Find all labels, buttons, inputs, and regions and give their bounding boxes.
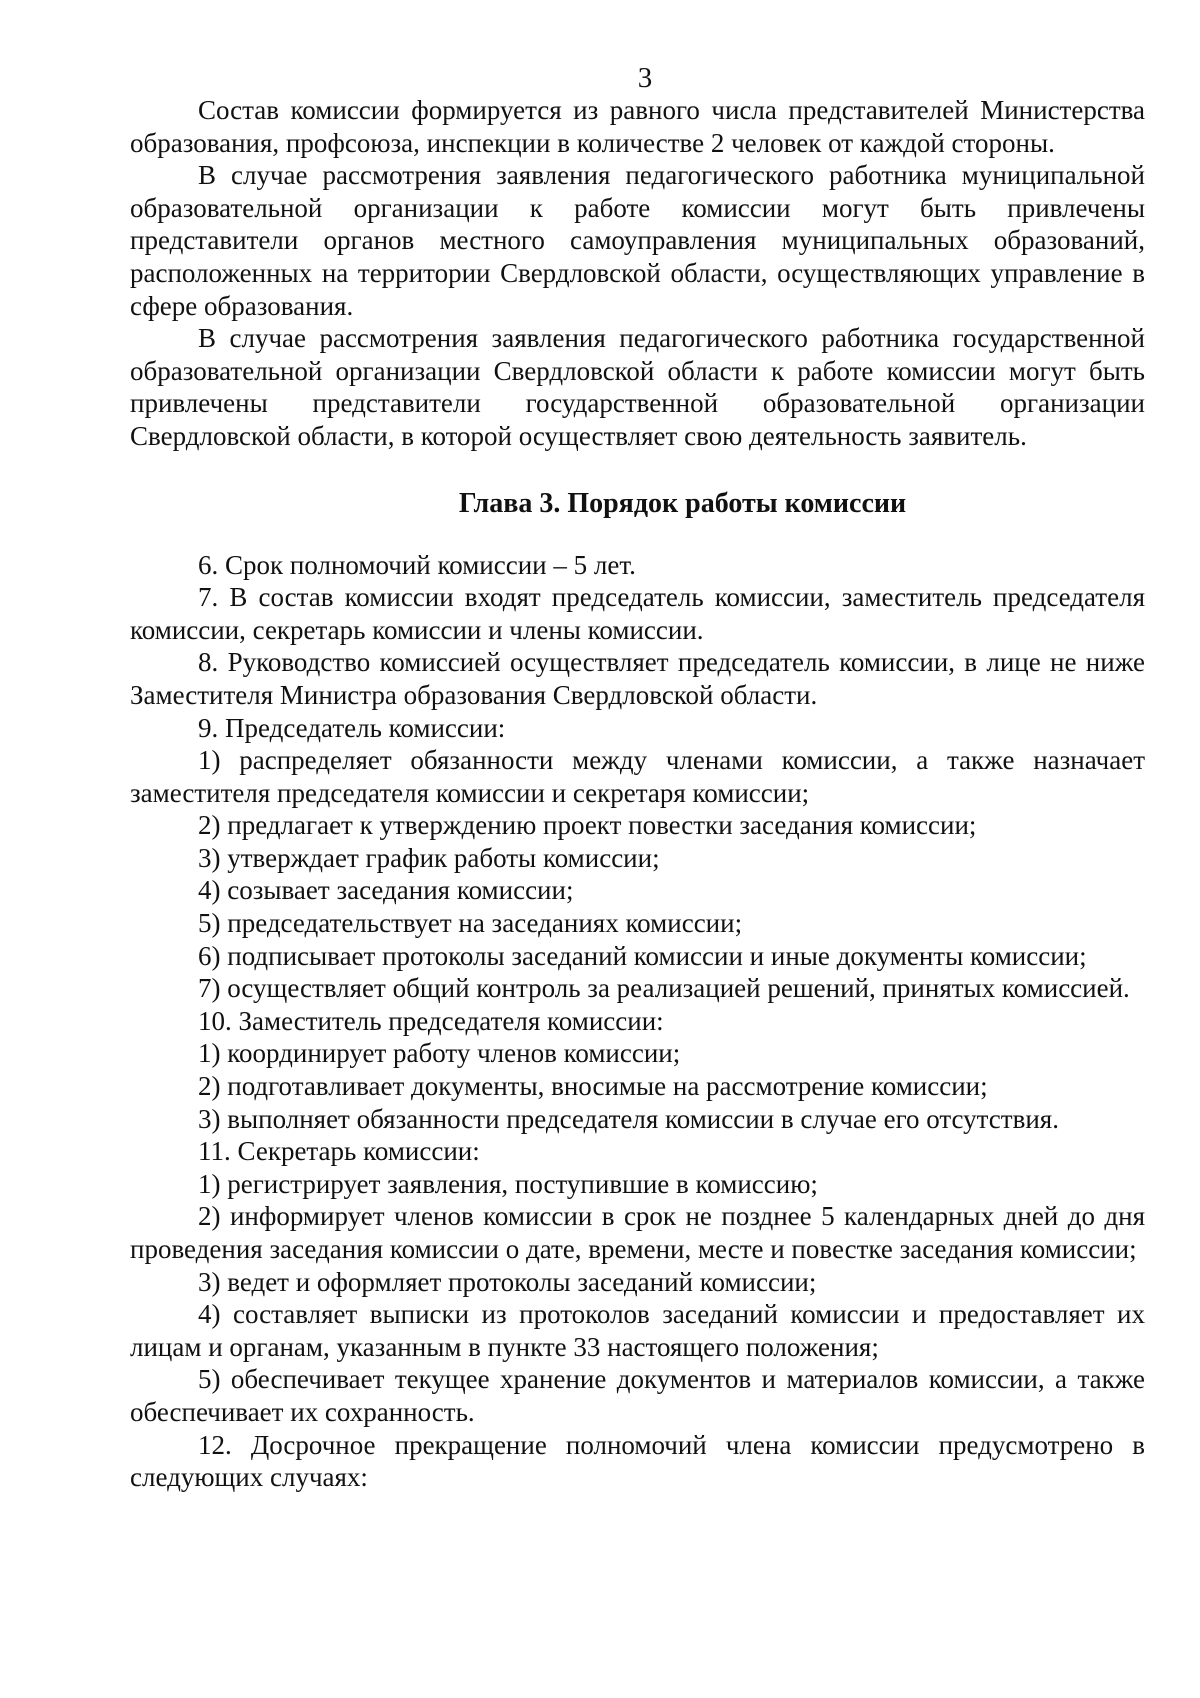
paragraph-state-organization: В случае рассмотрения заявления педагогического работника государственной образовательной организации Свердловской области к работе комиссии могут быть привлечены представители государственной образовательной организации Свердловской области, в которой осуществляет свою деятельность заявитель.	[130, 323, 1145, 451]
paragraph-commission-composition: Состав комиссии формируется из равного числа представителей Министерства образования, профсоюза, инспекции в количестве 2 человек от каждой стороны.	[130, 95, 1145, 158]
clause-10-item-1: 1) координирует работу членов комиссии;	[198, 1038, 681, 1069]
clause-10: 10. Заместитель председателя комиссии:	[198, 1005, 664, 1036]
clause-10-item-3: 3) выполняет обязанности председателя комиссии в случае его отсутствия.	[198, 1103, 1059, 1134]
clause-11-item-1: 1) регистрирует заявления, поступившие в комиссию;	[198, 1168, 818, 1199]
document-body	[130, 94, 1145, 1494]
clause-9-item-5: 5) председательствует на заседаниях комиссии;	[198, 908, 743, 939]
clause-9-item-7: 7) осуществляет общий контроль за реализацией решений, принятых комиссией.	[198, 973, 1130, 1004]
clause-6: 6. Срок полномочий комиссии – 5 лет.	[198, 549, 636, 580]
clause-11: 11. Секретарь комиссии:	[198, 1136, 480, 1167]
clause-9-item-3: 3) утверждает график работы комиссии;	[198, 842, 660, 873]
clause-12: 12. Досрочное прекращение полномочий члена комиссии предусмотрено в следующих случаях:	[130, 1429, 1145, 1493]
clause-9-item-4: 4) созывает заседания комиссии;	[198, 875, 574, 906]
clause-9-item-1: 1) распределяет обязанности между членами комиссии, а также назначает заместителя председателя комиссии и секретаря комиссии;	[130, 745, 1145, 808]
clause-9-item-6: 6) подписывает протоколы заседаний комиссии и иные документы комиссии;	[198, 940, 1087, 971]
clause-7: 7. В состав комиссии входят председатель комиссии, заместитель председателя комиссии, секретарь комиссии и члены комиссии.	[130, 582, 1145, 645]
paragraph-municipal-organization: В случае рассмотрения заявления педагогического работника муниципальной образовательной организации к работе комиссии могут быть привлечены представители органов местного самоуправления муниципальных образований, расположенных на территории Свердловской области, осуществляющих управление в сфере образования.	[130, 160, 1145, 321]
clause-9: 9. Председатель комиссии:	[198, 712, 506, 743]
clause-11-item-3: 3) ведет и оформляет протоколы заседаний комиссии;	[198, 1266, 817, 1297]
clause-9-item-2: 2) предлагает к утверждению проект повестки заседания комиссии;	[198, 810, 977, 841]
clause-10-item-2: 2) подготавливает документы, вносимые на рассмотрение комиссии;	[198, 1071, 988, 1102]
clause-11-item-5: 5) обеспечивает текущее хранение документов и материалов комиссии, а также обеспечивает их сохранность.	[130, 1364, 1145, 1427]
clause-11-item-4: 4) составляет выписки из протоколов заседаний комиссии и предоставляет их лицам и органам, указанным в пункте 33 настоящего положения;	[130, 1299, 1145, 1362]
clause-8: 8. Руководство комиссией осуществляет председатель комиссии, в лице не ниже Заместителя Министра образования Свердловской области.	[130, 647, 1145, 710]
page-number: 3	[637, 62, 653, 94]
chapter-heading: Глава 3. Порядок работы комиссии	[458, 487, 907, 519]
clause-11-item-2: 2) информирует членов комиссии в срок не позднее 5 календарных дней до дня проведения заседания комиссии о дате, времени, месте и повестке заседания комиссии;	[130, 1201, 1145, 1264]
